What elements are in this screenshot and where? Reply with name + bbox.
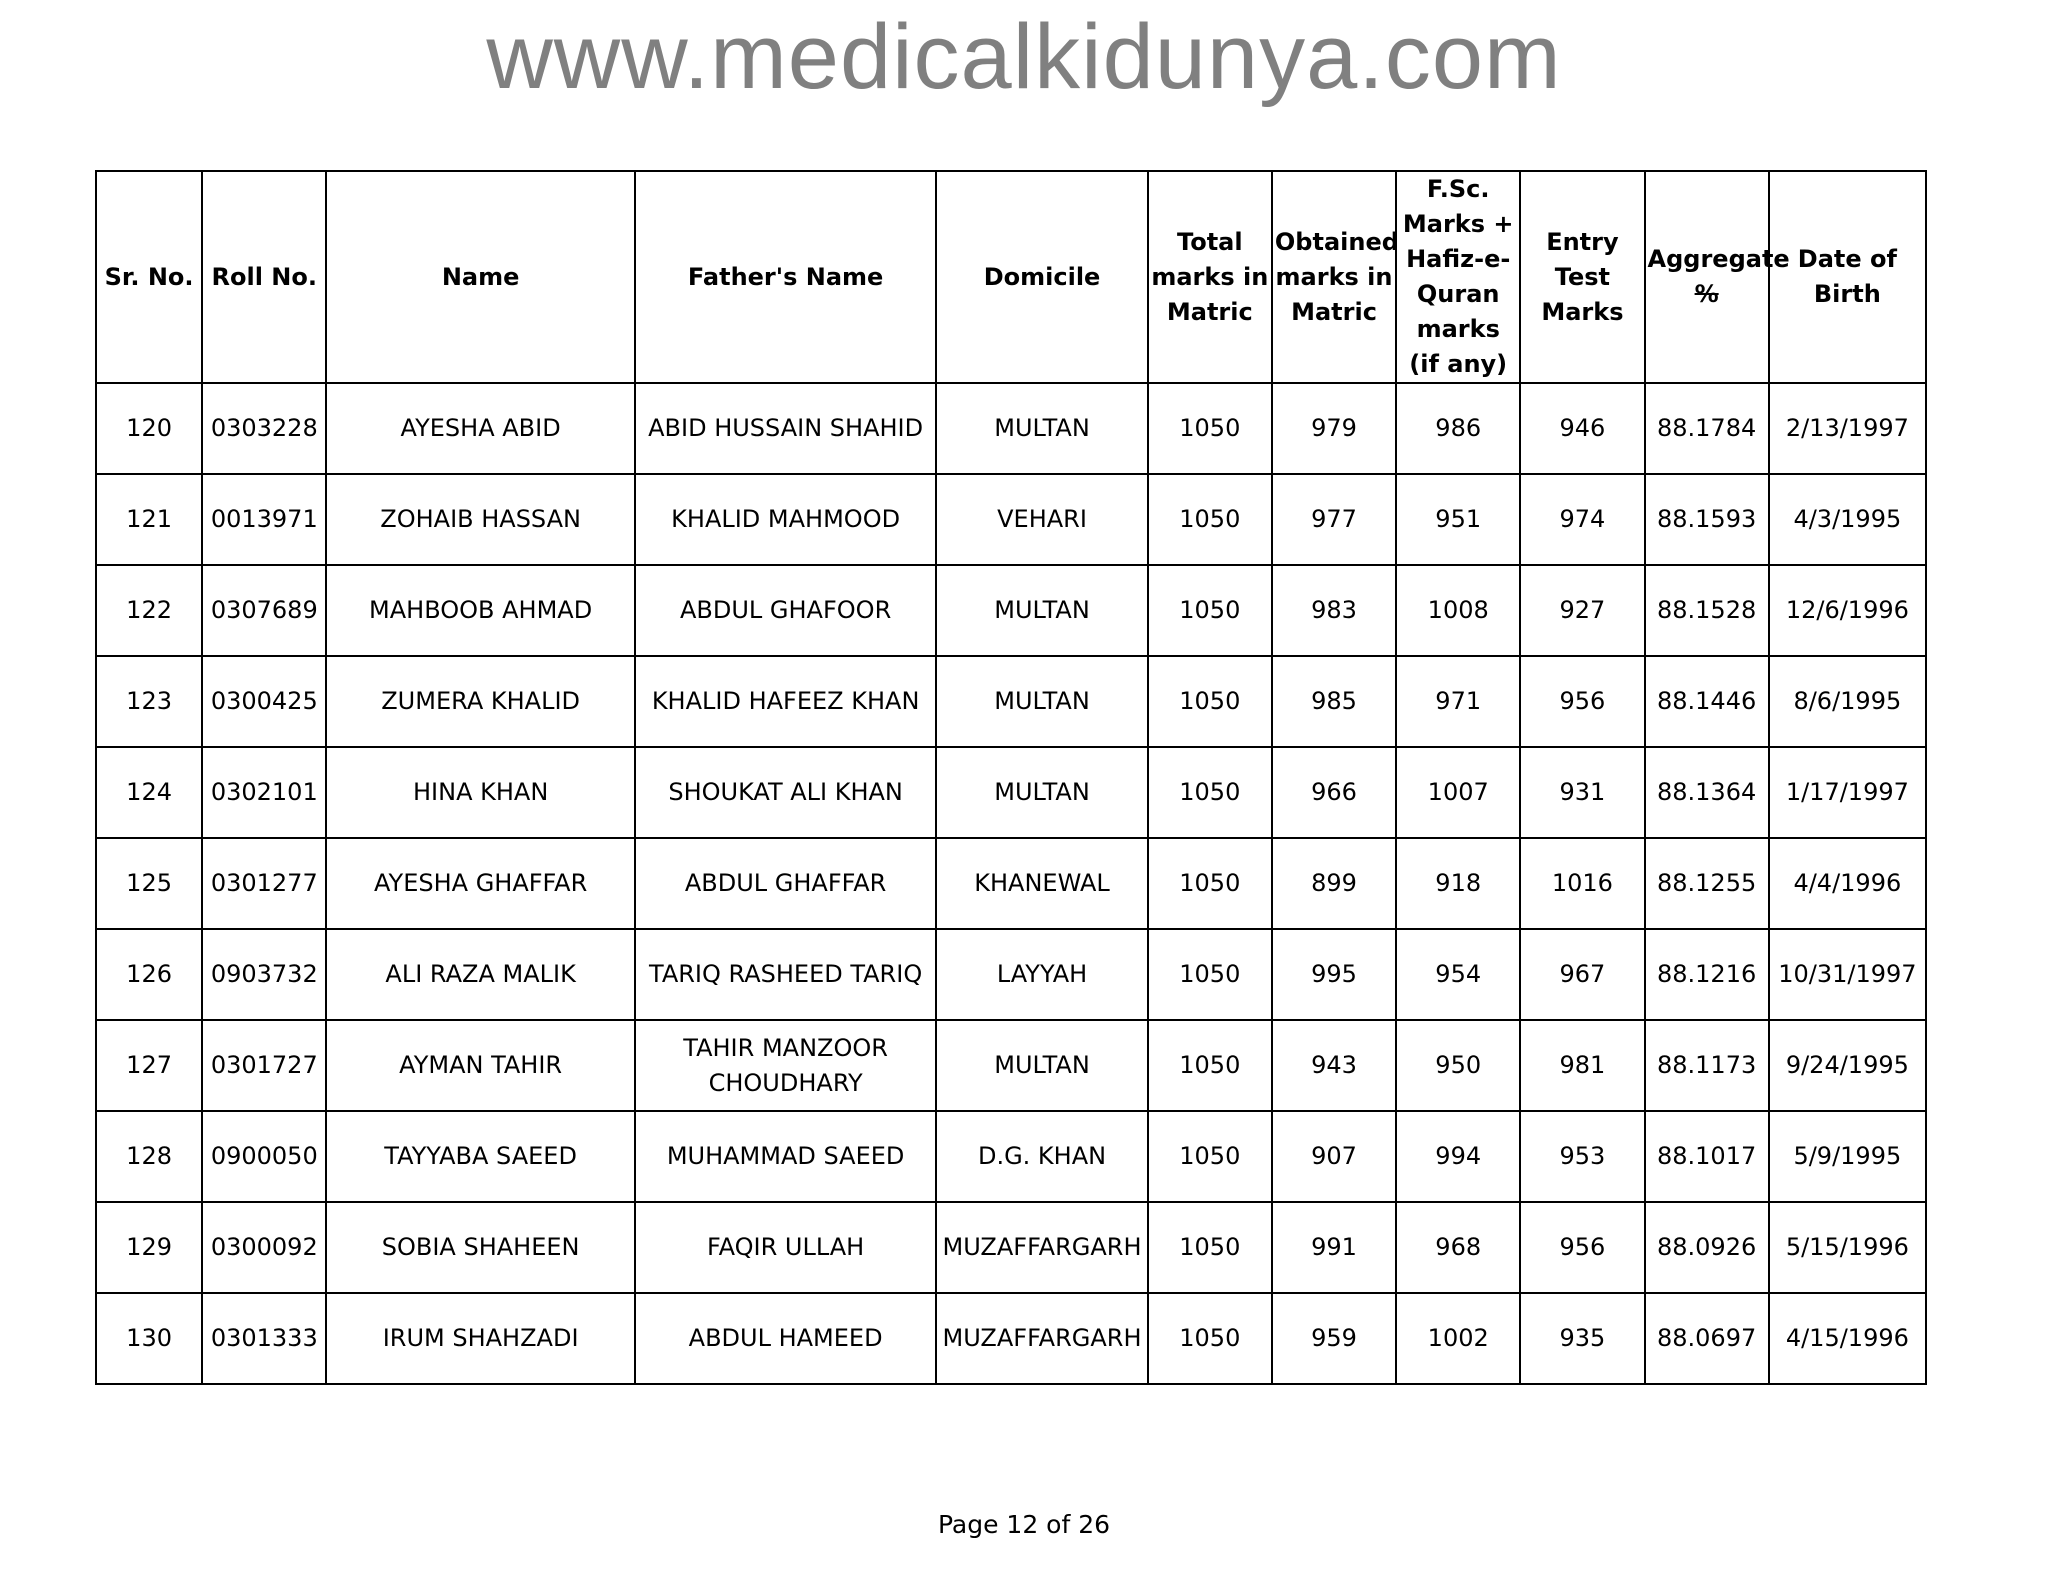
cell-father-name: TAHIR MANZOOR CHOUDHARY [635, 1020, 936, 1111]
table-row [96, 1020, 1926, 1111]
header-name: Name [326, 171, 635, 383]
cell-domicile: VEHARI [936, 474, 1147, 565]
cell-obtained-matric: 995 [1272, 929, 1396, 1020]
cell-aggregate: 88.1446 [1645, 656, 1769, 747]
cell-father-name: ABDUL GHAFFAR [635, 838, 936, 929]
cell-entry-test: 946 [1520, 383, 1644, 474]
cell-total-matric: 1050 [1148, 383, 1272, 474]
cell-sr-no: 122 [96, 565, 202, 656]
cell-dob: 4/15/1996 [1769, 1293, 1926, 1384]
cell-fsc-hafiz: 918 [1396, 838, 1520, 929]
cell-domicile: MULTAN [936, 656, 1147, 747]
header-aggregate-label: Aggregate [1647, 245, 1790, 273]
header-sr-no: Sr. No. [96, 171, 202, 383]
cell-roll-no: 0302101 [202, 747, 326, 838]
cell-dob: 9/24/1995 [1769, 1020, 1926, 1111]
cell-sr-no: 128 [96, 1111, 202, 1202]
cell-name: IRUM SHAHZADI [326, 1293, 635, 1384]
cell-dob: 5/15/1996 [1769, 1202, 1926, 1293]
header-total-matric: Total marks in Matric [1148, 171, 1272, 383]
cell-father-name: SHOUKAT ALI KHAN [635, 747, 936, 838]
cell-roll-no: 0301727 [202, 1020, 326, 1111]
cell-entry-test: 927 [1520, 565, 1644, 656]
cell-dob: 1/17/1997 [1769, 747, 1926, 838]
cell-domicile: MULTAN [936, 1020, 1147, 1111]
header-fsc-hafiz: F.Sc. Marks + Hafiz-e-Quran marks (if any) [1396, 171, 1520, 383]
cell-entry-test: 935 [1520, 1293, 1644, 1384]
cell-fsc-hafiz: 1008 [1396, 565, 1520, 656]
cell-obtained-matric: 985 [1272, 656, 1396, 747]
cell-total-matric: 1050 [1148, 1202, 1272, 1293]
header-roll-no: Roll No. [202, 171, 326, 383]
table-row [96, 838, 1926, 929]
cell-fsc-hafiz: 971 [1396, 656, 1520, 747]
cell-fsc-hafiz: 951 [1396, 474, 1520, 565]
header-entry-test: Entry Test Marks [1520, 171, 1644, 383]
header-aggregate-symbol: % [1694, 280, 1719, 308]
cell-roll-no: 0301277 [202, 838, 326, 929]
cell-dob: 5/9/1995 [1769, 1111, 1926, 1202]
merit-list-table [95, 170, 1927, 1385]
cell-fsc-hafiz: 986 [1396, 383, 1520, 474]
cell-entry-test: 931 [1520, 747, 1644, 838]
cell-roll-no: 0300425 [202, 656, 326, 747]
table-row [96, 747, 1926, 838]
cell-sr-no: 120 [96, 383, 202, 474]
cell-name: ALI RAZA MALIK [326, 929, 635, 1020]
cell-aggregate: 88.0926 [1645, 1202, 1769, 1293]
cell-father-name: KHALID HAFEEZ KHAN [635, 656, 936, 747]
cell-entry-test: 956 [1520, 656, 1644, 747]
cell-domicile: MUZAFFARGARH [936, 1202, 1147, 1293]
cell-roll-no: 0307689 [202, 565, 326, 656]
cell-total-matric: 1050 [1148, 656, 1272, 747]
cell-domicile: KHANEWAL [936, 838, 1147, 929]
cell-obtained-matric: 959 [1272, 1293, 1396, 1384]
cell-obtained-matric: 991 [1272, 1202, 1396, 1293]
cell-name: AYMAN TAHIR [326, 1020, 635, 1111]
cell-dob: 10/31/1997 [1769, 929, 1926, 1020]
cell-roll-no: 0300092 [202, 1202, 326, 1293]
cell-roll-no: 0013971 [202, 474, 326, 565]
header-row [96, 171, 1926, 383]
cell-father-name: KHALID MAHMOOD [635, 474, 936, 565]
cell-sr-no: 130 [96, 1293, 202, 1384]
cell-aggregate: 88.1017 [1645, 1111, 1769, 1202]
cell-fsc-hafiz: 994 [1396, 1111, 1520, 1202]
cell-obtained-matric: 966 [1272, 747, 1396, 838]
cell-obtained-matric: 907 [1272, 1111, 1396, 1202]
cell-entry-test: 974 [1520, 474, 1644, 565]
cell-obtained-matric: 977 [1272, 474, 1396, 565]
cell-father-name: TARIQ RASHEED TARIQ [635, 929, 936, 1020]
cell-dob: 4/4/1996 [1769, 838, 1926, 929]
cell-total-matric: 1050 [1148, 929, 1272, 1020]
cell-dob: 2/13/1997 [1769, 383, 1926, 474]
cell-name: TAYYABA SAEED [326, 1111, 635, 1202]
cell-sr-no: 124 [96, 747, 202, 838]
page-footer: Page 12 of 26 [937, 1510, 1111, 1539]
cell-father-name: ABDUL HAMEED [635, 1293, 936, 1384]
cell-aggregate: 88.0697 [1645, 1293, 1769, 1384]
table-row [96, 1202, 1926, 1293]
cell-dob: 8/6/1995 [1769, 656, 1926, 747]
cell-name: MAHBOOB AHMAD [326, 565, 635, 656]
cell-roll-no: 0903732 [202, 929, 326, 1020]
cell-name: AYESHA ABID [326, 383, 635, 474]
cell-fsc-hafiz: 1002 [1396, 1293, 1520, 1384]
cell-sr-no: 121 [96, 474, 202, 565]
cell-aggregate: 88.1173 [1645, 1020, 1769, 1111]
watermark-site-url: www.medicalkidunya.com [486, 6, 1562, 108]
cell-aggregate: 88.1528 [1645, 565, 1769, 656]
cell-fsc-hafiz: 950 [1396, 1020, 1520, 1111]
cell-obtained-matric: 943 [1272, 1020, 1396, 1111]
cell-obtained-matric: 979 [1272, 383, 1396, 474]
cell-entry-test: 956 [1520, 1202, 1644, 1293]
cell-total-matric: 1050 [1148, 565, 1272, 656]
cell-roll-no: 0900050 [202, 1111, 326, 1202]
cell-entry-test: 953 [1520, 1111, 1644, 1202]
header-father-name: Father's Name [635, 171, 936, 383]
cell-entry-test: 1016 [1520, 838, 1644, 929]
cell-sr-no: 126 [96, 929, 202, 1020]
cell-domicile: MUZAFFARGARH [936, 1293, 1147, 1384]
cell-domicile: MULTAN [936, 565, 1147, 656]
cell-total-matric: 1050 [1148, 838, 1272, 929]
cell-sr-no: 127 [96, 1020, 202, 1111]
cell-domicile: LAYYAH [936, 929, 1147, 1020]
header-domicile: Domicile [936, 171, 1147, 383]
cell-domicile: MULTAN [936, 747, 1147, 838]
cell-total-matric: 1050 [1148, 474, 1272, 565]
cell-sr-no: 123 [96, 656, 202, 747]
cell-entry-test: 967 [1520, 929, 1644, 1020]
cell-aggregate: 88.1255 [1645, 838, 1769, 929]
cell-dob: 12/6/1996 [1769, 565, 1926, 656]
cell-father-name: ABID HUSSAIN SHAHID [635, 383, 936, 474]
cell-father-name: MUHAMMAD SAEED [635, 1111, 936, 1202]
cell-name: HINA KHAN [326, 747, 635, 838]
cell-sr-no: 129 [96, 1202, 202, 1293]
cell-total-matric: 1050 [1148, 1111, 1272, 1202]
cell-domicile: D.G. KHAN [936, 1111, 1147, 1202]
table-row [96, 929, 1926, 1020]
cell-total-matric: 1050 [1148, 1293, 1272, 1384]
cell-name: ZUMERA KHALID [326, 656, 635, 747]
cell-father-name: ABDUL GHAFOOR [635, 565, 936, 656]
table-row [96, 1111, 1926, 1202]
cell-fsc-hafiz: 954 [1396, 929, 1520, 1020]
cell-roll-no: 0303228 [202, 383, 326, 474]
table-row [96, 565, 1926, 656]
cell-sr-no: 125 [96, 838, 202, 929]
cell-father-name: FAQIR ULLAH [635, 1202, 936, 1293]
table-row [96, 474, 1926, 565]
table-row [96, 383, 1926, 474]
table-row [96, 1293, 1926, 1384]
header-dob: Date of Birth [1769, 171, 1926, 383]
cell-entry-test: 981 [1520, 1020, 1644, 1111]
header-obtained-matric: Obtained marks in Matric [1272, 171, 1396, 383]
cell-name: ZOHAIB HASSAN [326, 474, 635, 565]
cell-name: SOBIA SHAHEEN [326, 1202, 635, 1293]
cell-aggregate: 88.1364 [1645, 747, 1769, 838]
cell-fsc-hafiz: 1007 [1396, 747, 1520, 838]
cell-fsc-hafiz: 968 [1396, 1202, 1520, 1293]
cell-obtained-matric: 899 [1272, 838, 1396, 929]
cell-aggregate: 88.1216 [1645, 929, 1769, 1020]
cell-total-matric: 1050 [1148, 747, 1272, 838]
cell-roll-no: 0301333 [202, 1293, 326, 1384]
cell-aggregate: 88.1593 [1645, 474, 1769, 565]
cell-obtained-matric: 983 [1272, 565, 1396, 656]
cell-name: AYESHA GHAFFAR [326, 838, 635, 929]
table-row [96, 656, 1926, 747]
cell-aggregate: 88.1784 [1645, 383, 1769, 474]
cell-domicile: MULTAN [936, 383, 1147, 474]
cell-total-matric: 1050 [1148, 1020, 1272, 1111]
cell-dob: 4/3/1995 [1769, 474, 1926, 565]
header-aggregate [1645, 171, 1790, 383]
table-body [96, 383, 1926, 1384]
